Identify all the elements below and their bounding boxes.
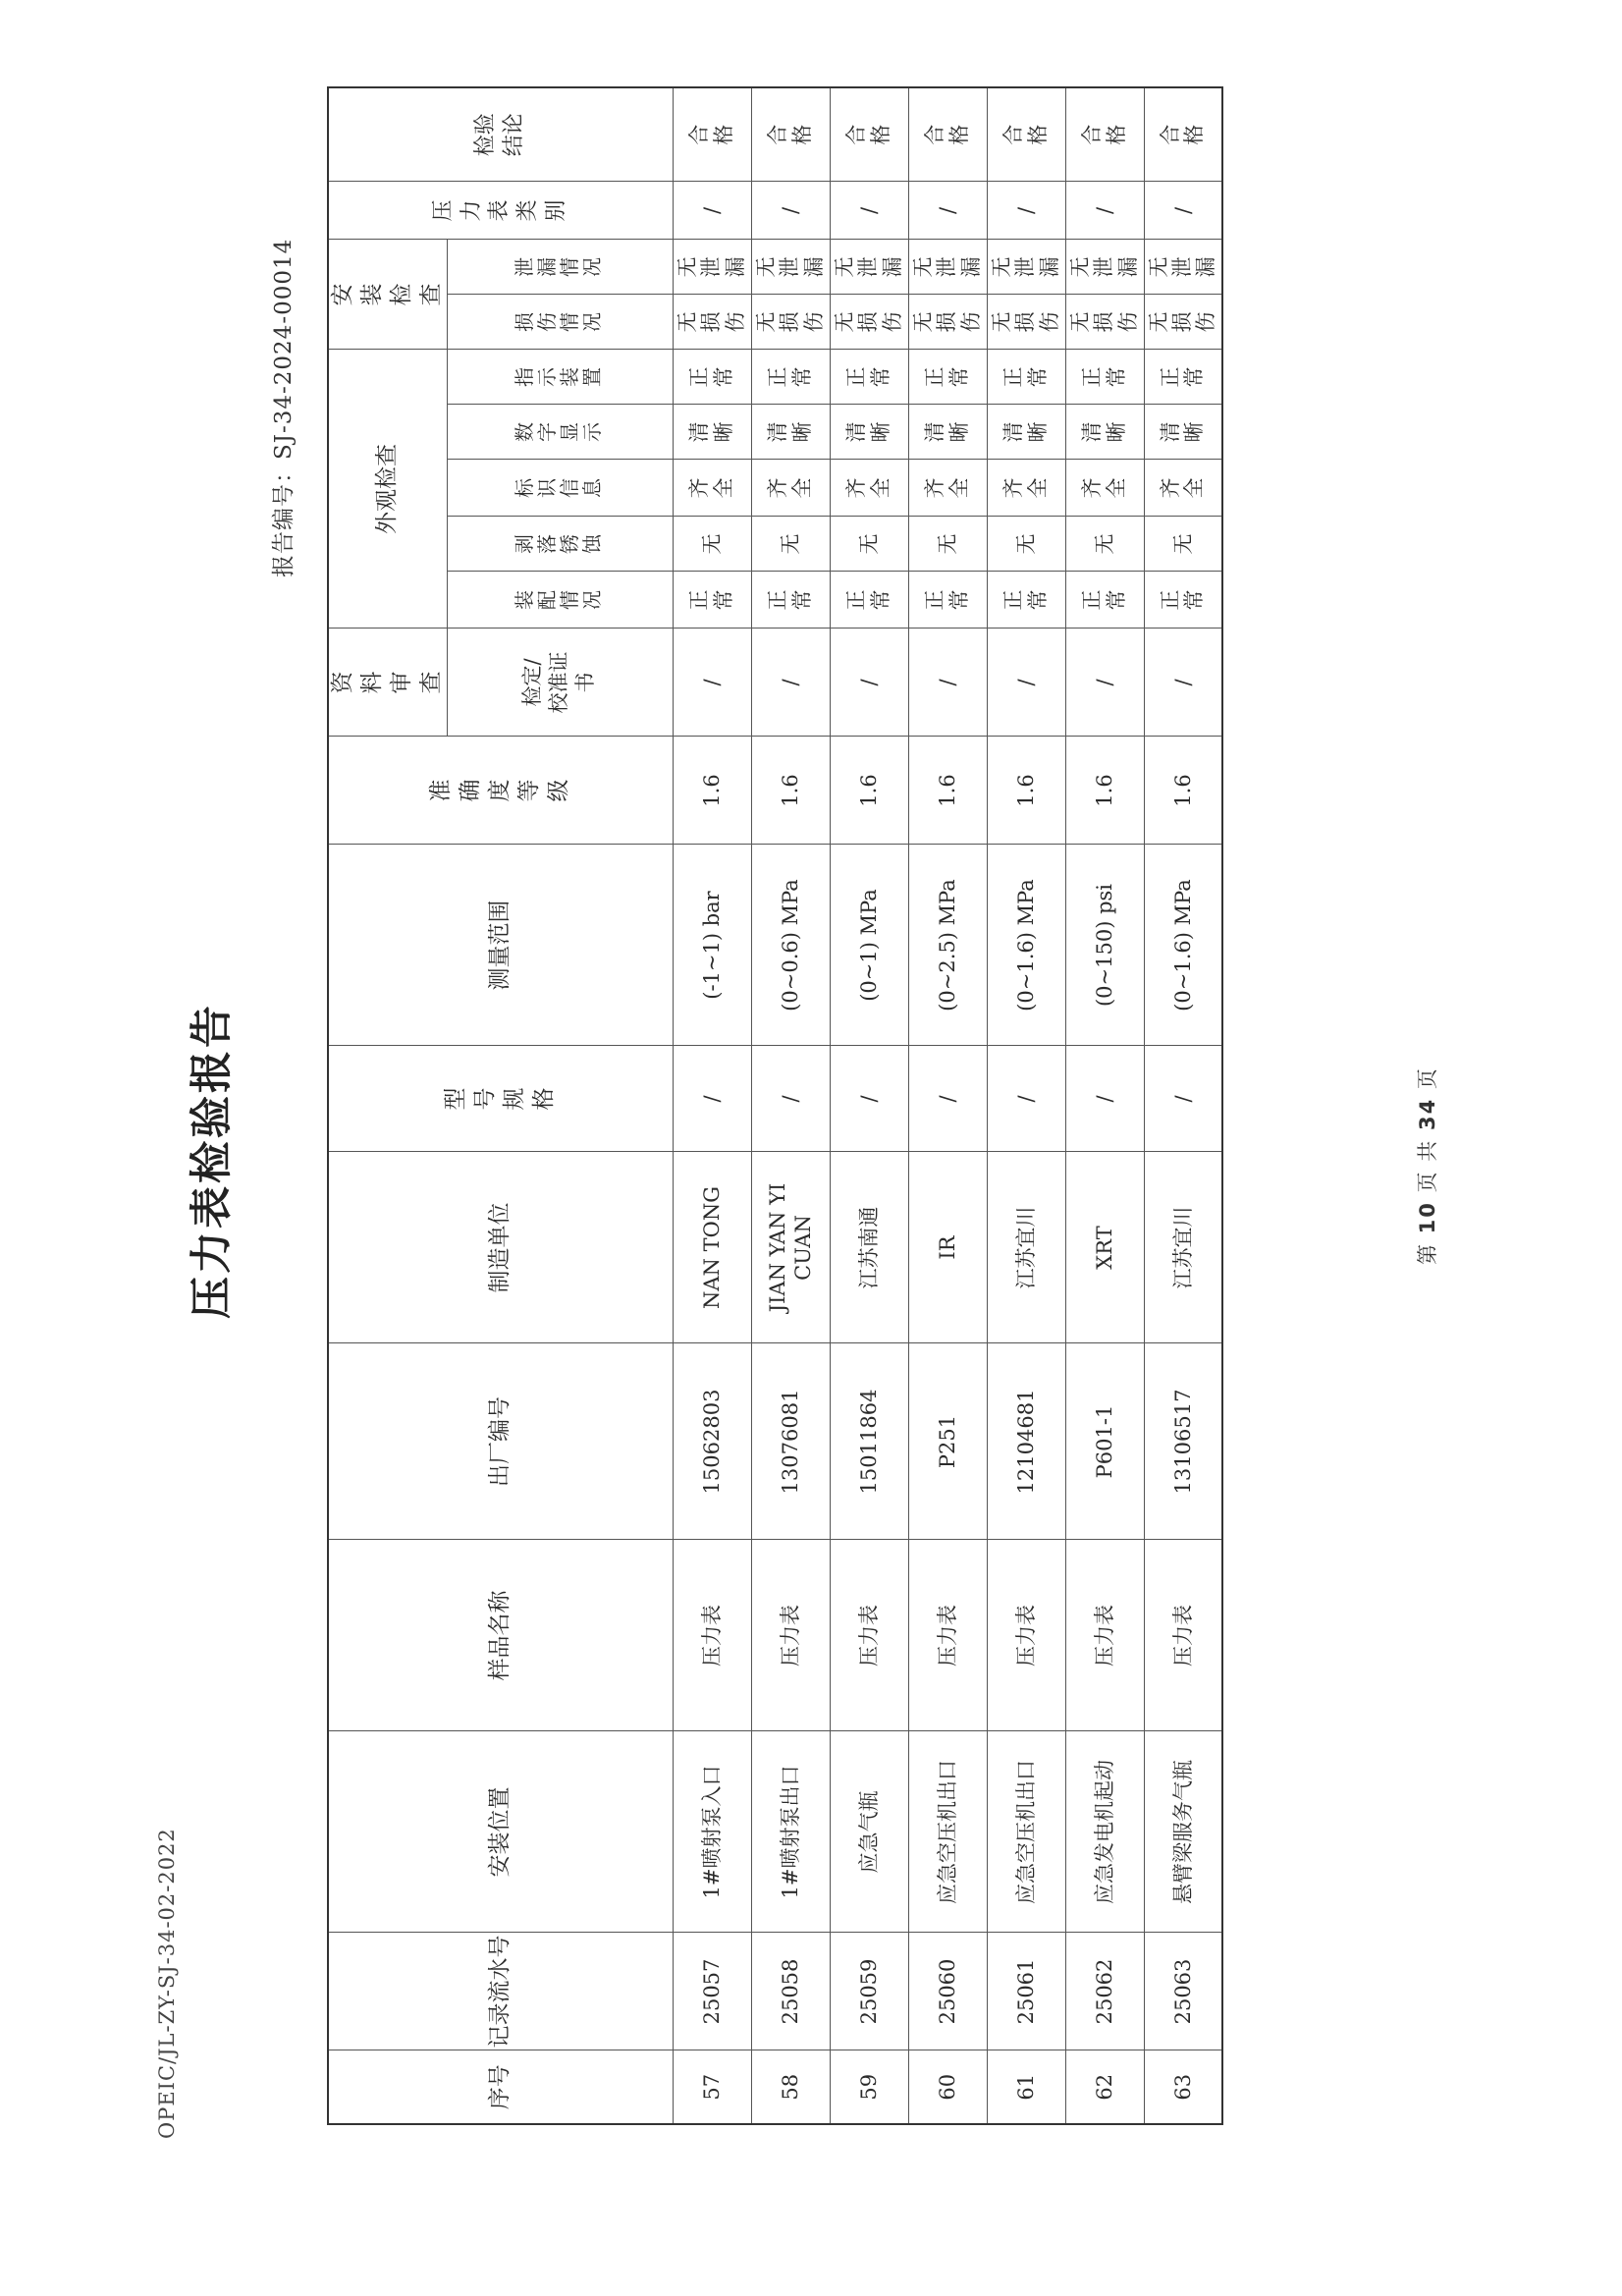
cell-cert: / [987,629,1065,737]
cell-accuracy: 1.6 [987,737,1065,845]
col-appearance: 外观检查 [328,350,447,629]
cell-manufacturer: IR [908,1152,987,1343]
cell-model: / [830,1046,908,1152]
cell-accuracy: 1.6 [1144,737,1222,845]
cell-model: / [987,1046,1065,1152]
cell-record-no: 25057 [673,1933,751,2050]
cell-gauge-type: / [673,182,751,240]
cell-marking: 齐全 [1144,460,1222,517]
cell-accuracy: 1.6 [830,737,908,845]
col-range: 测量范围 [328,845,673,1046]
cell-accuracy: 1.6 [673,737,751,845]
cell-conclusion: 合格 [1065,87,1144,182]
cell-record-no: 25063 [1144,1933,1222,2050]
table-row [908,87,987,2124]
cell-leakage: 无泄漏 [830,240,908,295]
cell-model: / [673,1046,751,1152]
cell-digital: 清晰 [1065,405,1144,460]
report-number: 报告编号：SJ-34-2024-00014 [271,238,297,577]
cell-indicator: 正常 [1065,350,1144,405]
col-seq: 序号 [328,2050,673,2124]
cell-seq: 60 [908,2050,987,2124]
cell-digital: 清晰 [1144,405,1222,460]
cell-assembly: 正常 [1144,572,1222,629]
cell-manufacturer: JIAN YAN YI CUAN [751,1152,830,1343]
cell-seq: 62 [1065,2050,1144,2124]
cell-sample-name: 压力表 [673,1540,751,1731]
col-gauge-type: 压力表类别 [328,182,673,240]
cell-accuracy: 1.6 [1065,737,1144,845]
cell-sample-name: 压力表 [751,1540,830,1731]
cell-digital: 清晰 [908,405,987,460]
cell-factory-no: 13106517 [1144,1343,1222,1540]
cell-indicator: 正常 [1144,350,1222,405]
page-suffix: 页 [1416,1066,1439,1098]
cell-cert: / [1144,629,1222,737]
cell-range: (0~1.6) MPa [1144,845,1222,1046]
col-corrosion: 剥落锈蚀 [447,517,673,572]
cell-marking: 齐全 [830,460,908,517]
cell-leakage: 无泄漏 [1065,240,1144,295]
cell-record-no: 25059 [830,1933,908,2050]
cell-corrosion: 无 [751,517,830,572]
cell-record-no: 25061 [987,1933,1065,2050]
cell-marking: 齐全 [987,460,1065,517]
cell-location: 悬臂梁服务气瓶 [1144,1731,1222,1933]
cell-leakage: 无泄漏 [987,240,1065,295]
cell-assembly: 正常 [1065,572,1144,629]
cell-conclusion: 合格 [830,87,908,182]
col-damage: 损伤情况 [447,295,673,350]
cell-corrosion: 无 [1144,517,1222,572]
cell-manufacturer: 江苏南通 [830,1152,908,1343]
cell-factory-no: P251 [908,1343,987,1540]
cell-assembly: 正常 [751,572,830,629]
cell-marking: 齐全 [751,460,830,517]
cell-manufacturer: NAN TONG [673,1152,751,1343]
page-total: 34 [1416,1097,1439,1131]
cell-record-no: 25058 [751,1933,830,2050]
cell-leakage: 无泄漏 [751,240,830,295]
cell-range: (-1~1) bar [673,845,751,1046]
table-row [987,87,1065,2124]
cell-manufacturer: 江苏宜川 [987,1152,1065,1343]
cell-leakage: 无泄漏 [673,240,751,295]
cell-model: / [908,1046,987,1152]
cell-damage: 无损伤 [830,295,908,350]
cell-corrosion: 无 [987,517,1065,572]
cell-sample-name: 压力表 [908,1540,987,1731]
page-number: 10 [1416,1201,1439,1234]
cell-corrosion: 无 [830,517,908,572]
cell-factory-no: 13076081 [751,1343,830,1540]
table-row [751,87,830,2124]
cell-cert: / [908,629,987,737]
cell-indicator: 正常 [673,350,751,405]
col-conclusion: 检验结论 [328,87,673,182]
table-row [830,87,908,2124]
table-row [1065,87,1144,2124]
cell-location: 1#喷射泵出口 [751,1731,830,1933]
cell-cert: / [1065,629,1144,737]
cell-gauge-type: / [751,182,830,240]
cell-damage: 无损伤 [1065,295,1144,350]
col-accuracy: 准确度等级 [328,737,673,845]
cell-accuracy: 1.6 [908,737,987,845]
cell-range: (0~0.6) MPa [751,845,830,1046]
cell-conclusion: 合格 [908,87,987,182]
cell-accuracy: 1.6 [751,737,830,845]
cell-seq: 61 [987,2050,1065,2124]
cell-indicator: 正常 [751,350,830,405]
cell-manufacturer: 江苏宜川 [1144,1152,1222,1343]
cell-conclusion: 合格 [987,87,1065,182]
col-indicator: 指示装置 [447,350,673,405]
page-footer [1412,1066,1441,1265]
cell-corrosion: 无 [1065,517,1144,572]
cell-location: 1#喷射泵入口 [673,1731,751,1933]
col-factory-no: 出厂编号 [328,1343,673,1540]
cell-cert: / [751,629,830,737]
col-cert: 检定/校准证书 [447,629,673,737]
page-title: 压力表检验报告 [188,1003,237,1319]
inspection-table [327,86,1223,2125]
cell-seq: 58 [751,2050,830,2124]
cell-manufacturer: XRT [1065,1152,1144,1343]
cell-digital: 清晰 [830,405,908,460]
cell-leakage: 无泄漏 [1144,240,1222,295]
cell-assembly: 正常 [830,572,908,629]
cell-damage: 无损伤 [673,295,751,350]
col-assembly: 装配情况 [447,572,673,629]
cell-damage: 无损伤 [987,295,1065,350]
cell-range: (0~2.5) MPa [908,845,987,1046]
cell-seq: 63 [1144,2050,1222,2124]
cell-assembly: 正常 [987,572,1065,629]
cell-record-no: 25060 [908,1933,987,2050]
cell-cert: / [830,629,908,737]
col-manufacturer: 制造单位 [328,1152,673,1343]
cell-sample-name: 压力表 [987,1540,1065,1731]
cell-conclusion: 合格 [673,87,751,182]
cell-conclusion: 合格 [1144,87,1222,182]
cell-factory-no: 15011864 [830,1343,908,1540]
cell-cert: / [673,629,751,737]
cell-factory-no: P601-1 [1065,1343,1144,1540]
cell-location: 应急空压机出口 [987,1731,1065,1933]
col-install-check: 安装检查 [328,240,447,350]
cell-marking: 齐全 [1065,460,1144,517]
cell-record-no: 25062 [1065,1933,1144,2050]
cell-sample-name: 压力表 [1065,1540,1144,1731]
cell-sample-name: 压力表 [830,1540,908,1731]
cell-range: (0~1.6) MPa [987,845,1065,1046]
cell-leakage: 无泄漏 [908,240,987,295]
cell-indicator: 正常 [830,350,908,405]
cell-corrosion: 无 [673,517,751,572]
col-location: 安装位置 [328,1731,673,1933]
cell-factory-no: 15062803 [673,1343,751,1540]
cell-sample-name: 压力表 [1144,1540,1222,1731]
col-digital: 数字显示 [447,405,673,460]
table-row [673,87,751,2124]
cell-range: (0~150) psi [1065,845,1144,1046]
cell-seq: 57 [673,2050,751,2124]
cell-damage: 无损伤 [751,295,830,350]
table-row [1144,87,1222,2124]
cell-damage: 无损伤 [908,295,987,350]
cell-location: 应急发电机起动 [1065,1731,1144,1933]
col-model: 型号规格 [328,1046,673,1152]
cell-marking: 齐全 [673,460,751,517]
cell-indicator: 正常 [908,350,987,405]
cell-digital: 清晰 [987,405,1065,460]
cell-seq: 59 [830,2050,908,2124]
cell-location: 应急气瓶 [830,1731,908,1933]
cell-gauge-type: / [1065,182,1144,240]
cell-digital: 清晰 [751,405,830,460]
col-leakage: 泄漏情况 [447,240,673,295]
cell-gauge-type: / [908,182,987,240]
col-doc-review: 资料审查 [328,629,447,737]
cell-model: / [1065,1046,1144,1152]
page-prefix: 第 [1416,1233,1439,1265]
cell-model: / [751,1046,830,1152]
col-sample-name: 样品名称 [328,1540,673,1731]
cell-conclusion: 合格 [751,87,830,182]
col-marking: 标识信息 [447,460,673,517]
cell-range: (0~1) MPa [830,845,908,1046]
cell-gauge-type: / [987,182,1065,240]
cell-indicator: 正常 [987,350,1065,405]
cell-digital: 清晰 [673,405,751,460]
cell-marking: 齐全 [908,460,987,517]
cell-damage: 无损伤 [1144,295,1222,350]
cell-gauge-type: / [1144,182,1222,240]
col-record-no: 记录流水号 [328,1933,673,2050]
cell-assembly: 正常 [908,572,987,629]
cell-model: / [1144,1046,1222,1152]
page-mid: 页 共 [1416,1130,1439,1202]
cell-assembly: 正常 [673,572,751,629]
cell-factory-no: 12104681 [987,1343,1065,1540]
cell-corrosion: 无 [908,517,987,572]
cell-location: 应急空压机出口 [908,1731,987,1933]
form-code: OPEIC/JL-ZY-SJ-34-02-2022 [155,1828,179,2139]
cell-gauge-type: / [830,182,908,240]
